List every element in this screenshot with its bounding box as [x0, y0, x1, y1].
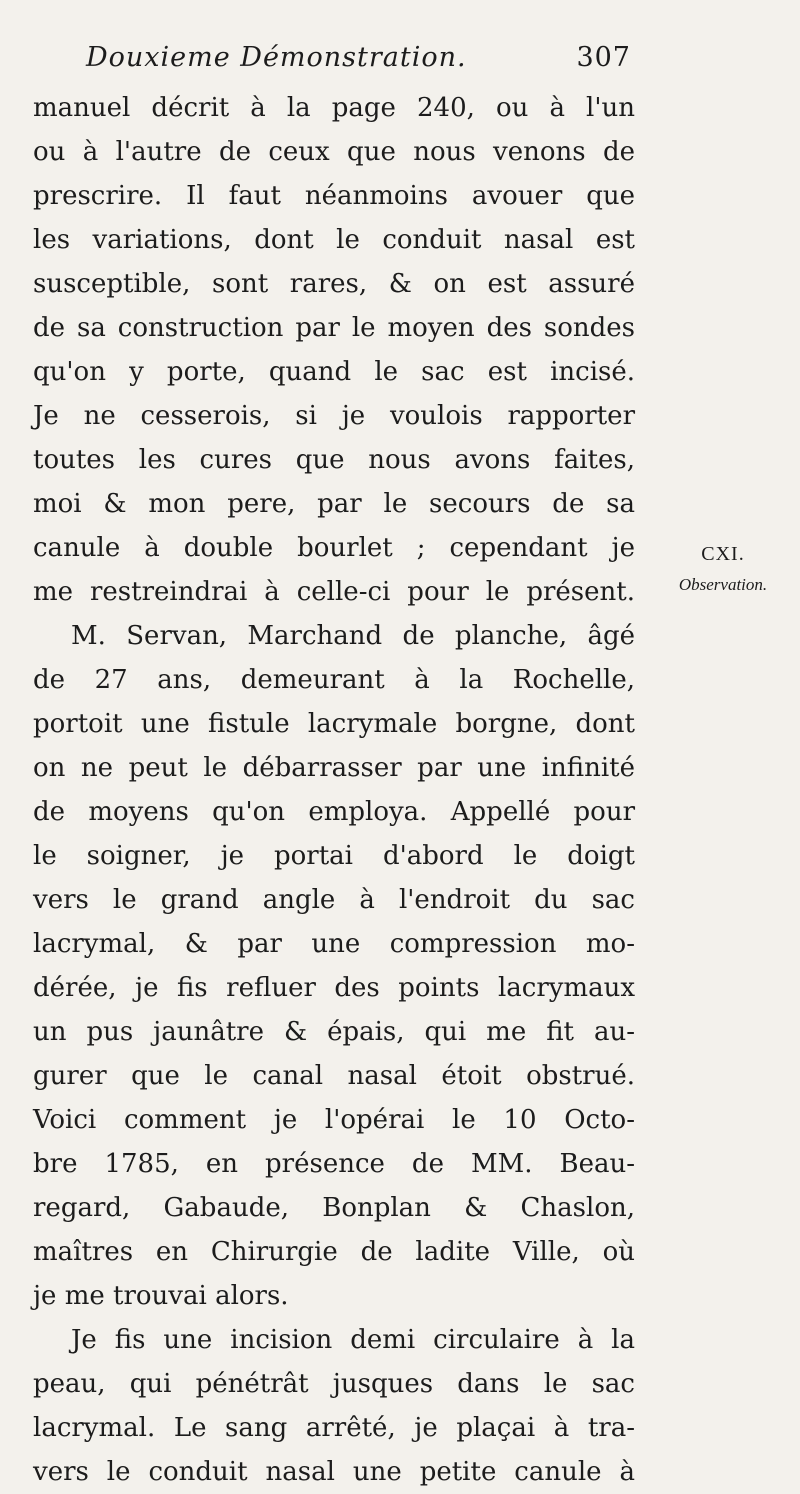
text-line: un pus jaunâtre & épais, qui me fit au- [33, 1017, 635, 1047]
text-line: on ne peut le débarrasser par une infinité [33, 753, 635, 783]
text-line: portoit une fistule lacrymale borgne, dont [33, 709, 635, 739]
text-line: manuel décrit à la page 240, ou à l'un [33, 93, 635, 123]
text-line: canule à double bourlet ; cependant je [33, 533, 635, 563]
text-line: me restreindrai à celle-ci pour le présent. [33, 577, 635, 607]
text-line: vers le conduit nasal une petite canule à [33, 1457, 635, 1487]
text-line: le soigner, je portai d'abord le doigt [33, 841, 635, 871]
text-line: lacrymal, & par une compression mo- [33, 929, 635, 959]
text-line: ou à l'autre de ceux que nous venons de [33, 137, 635, 167]
text-line: toutes les cures que nous avons faites, [33, 445, 635, 475]
text-line: bre 1785, en présence de MM. Beau- [33, 1149, 635, 1179]
text-line: susceptible, sont rares, & on est assuré [33, 269, 635, 299]
text-line: vers le grand angle à l'endroit du sac [33, 885, 635, 915]
text-line: dérée, je fis refluer des points lacrymaux [33, 973, 635, 1003]
text-line: lacrymal. Le sang arrêté, je plaçai à tra- [33, 1413, 635, 1443]
running-header [86, 38, 631, 82]
margin-note-number: CXI. [701, 543, 745, 565]
text-line: peau, qui pénétrât jusques dans le sac [33, 1369, 635, 1399]
text-line: M. Servan, Marchand de planche, âgé [71, 621, 635, 651]
text-line: prescrire. Il faut néanmoins avouer que [33, 181, 635, 211]
text-line: les variations, dont le conduit nasal est [33, 225, 635, 255]
text-line: de sa construction par le moyen des sondes [33, 313, 635, 343]
text-line: qu'on y porte, quand le sac est incisé. [33, 357, 635, 387]
text-line: gurer que le canal nasal étoit obstrué. [33, 1061, 635, 1091]
text-line: Voici comment je l'opérai le 10 Octo- [33, 1105, 635, 1135]
running-title: Douxieme Démonstration. [86, 42, 467, 73]
text-line: Je fis une incision demi circulaire à la [71, 1325, 635, 1355]
text-line: de moyens qu'on employa. Appellé pour [33, 797, 635, 827]
text-line: de 27 ans, demeurant à la Rochelle, [33, 665, 635, 695]
page-number: 307 [576, 42, 631, 73]
text-line: regard, Gabaude, Bonplan & Chaslon, [33, 1193, 635, 1223]
text-line: moi & mon pere, par le secours de sa [33, 489, 635, 519]
margin-note-label: Observation. [678, 575, 768, 594]
text-line: je me trouvai alors. [33, 1281, 289, 1311]
text-line: Je ne cesserois, si je voulois rapporter [33, 401, 635, 431]
text-line: maîtres en Chirurgie de ladite Ville, où [33, 1237, 635, 1267]
body-text [33, 86, 635, 1494]
